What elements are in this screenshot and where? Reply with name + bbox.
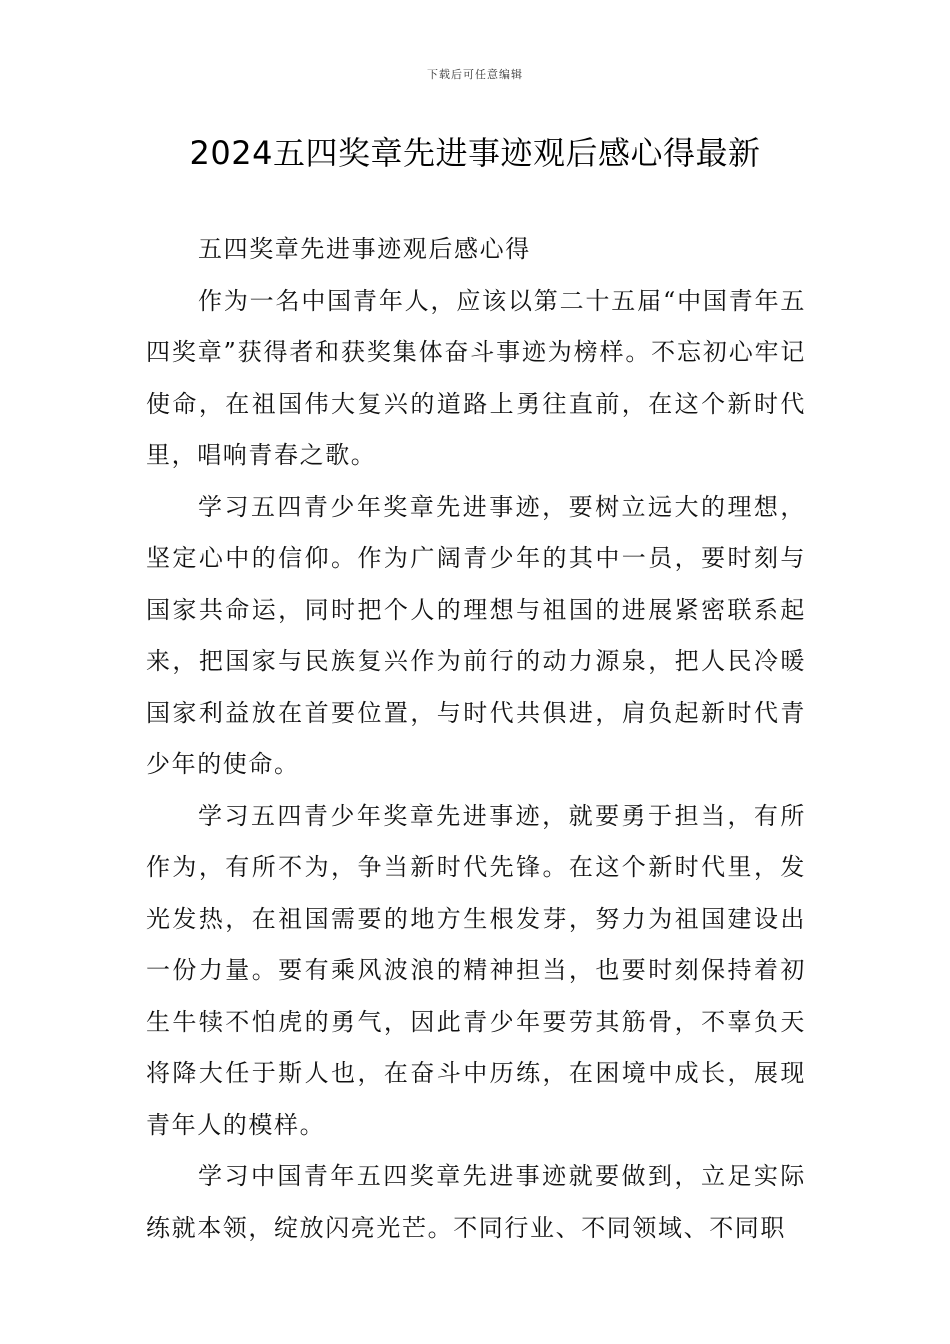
document-body bbox=[146, 224, 806, 1254]
document-title: 2024五四奖章先进事迹观后感心得最新 bbox=[189, 134, 761, 172]
paragraph: 学习中国青年五四奖章先进事迹就要做到，立足实际练就本领，绽放闪亮光芒。不同行业、不同领域、不同职 bbox=[146, 1162, 806, 1242]
paragraph-subtitle: 五四奖章先进事迹观后感心得 bbox=[198, 235, 531, 263]
header-note: 下载后可任意编辑 bbox=[427, 68, 523, 81]
paragraph: 学习五四青少年奖章先进事迹，就要勇于担当，有所作为，有所不为，争当新时代先锋。在这个新时代里，发光发热，在祖国需要的地方生根发芽，努力为祖国建设出一份力量。要有乘风波浪的精神担当，也要时刻保持着初生牛犊不怕虎的勇气，因此青少年要劳其筋骨，不辜负天将降大任于斯人也，在奋斗中历练，在困境中成长，展现青年人的模样。 bbox=[146, 801, 806, 1139]
paragraph: 学习五四青少年奖章先进事迹，要树立远大的理想，坚定心中的信仰。作为广阔青少年的其中一员，要时刻与国家共命运，同时把个人的理想与祖国的进展紧密联系起来，把国家与民族复兴作为前行的动力源泉，把人民冷暖国家利益放在首要位置，与时代共俱进，肩负起新时代青少年的使命。 bbox=[146, 492, 806, 778]
paragraph: 作为一名中国青年人，应该以第二十五届“中国青年五四奖章”获得者和获奖集体奋斗事迹为榜样。不忘初心牢记使命，在祖国伟大复兴的道路上勇往直前，在这个新时代里，唱响青春之歌。 bbox=[146, 286, 806, 469]
